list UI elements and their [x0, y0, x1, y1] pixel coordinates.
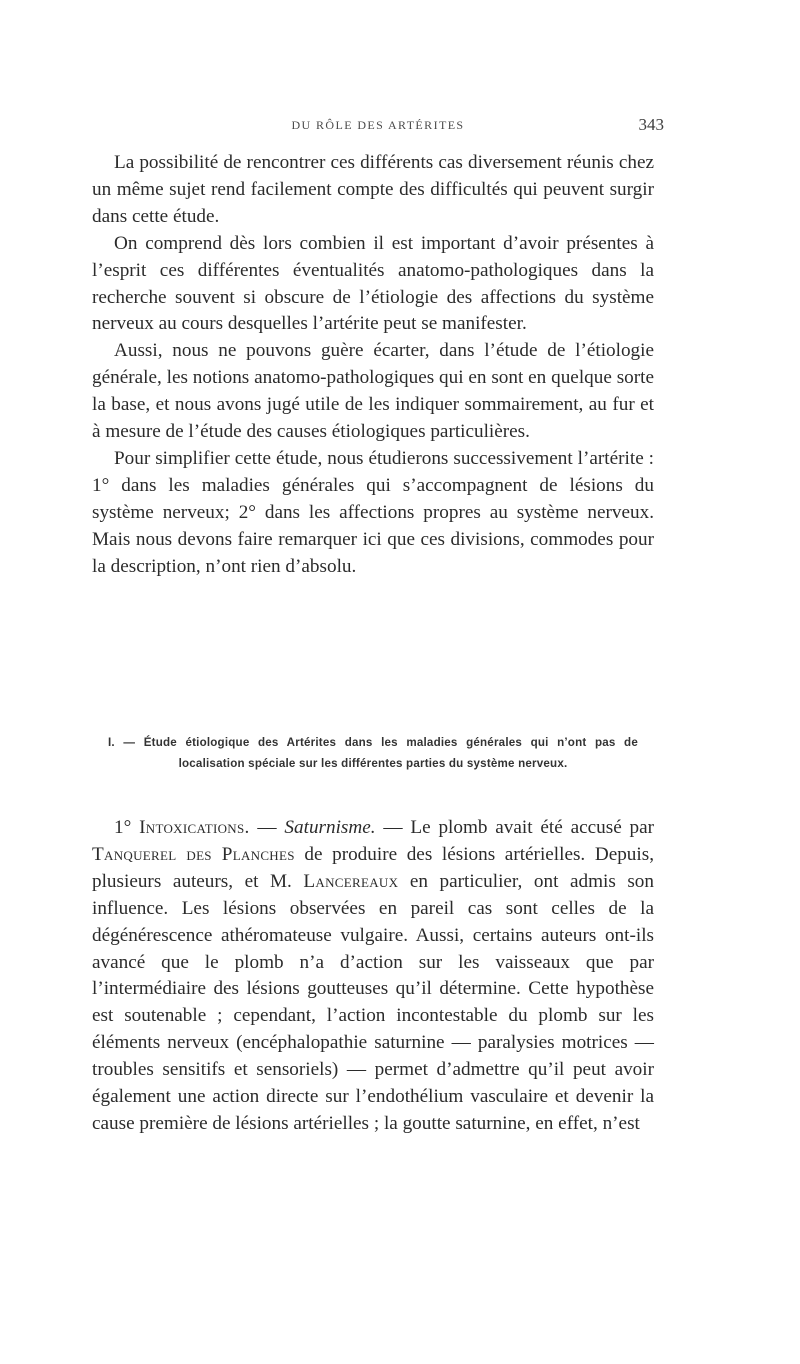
text-run: Le plomb avait été accusé par — [410, 817, 655, 838]
item-subtitle: Saturnisme. — [284, 817, 376, 838]
item-title: Intoxications. — [139, 817, 250, 838]
item-number: 1° — [114, 817, 132, 838]
paragraph: Pour simplifier cette étude, nous étudierons successivement l’artérite : 1° dans les maladies générales qui s’accompagnent de lésions du système nerveux; 2° dans les affections propres au système nerveux. Mais nous devons faire remarquer ici que ces divisions, commodes pour la description, n’ont rien d’absolu. — [92, 447, 654, 577]
author-name: Lancereaux — [303, 870, 399, 892]
page-number: 343 — [638, 115, 664, 134]
dash: — — [249, 817, 285, 838]
paragraph: Aussi, nous ne pouvons guère écarter, dans l’étude de l’étiologie générale, les notions anatomo-pathologiques qui en sont en quelque sorte la base, et nous avons jugé utile de les indiquer sommairement, au fur et à mesure de l’étude des causes étiologiques particulières. — [92, 340, 654, 443]
running-head — [92, 115, 664, 140]
dash: — — [375, 817, 411, 838]
section-heading: I. — Étude étiologique des Artérites dans les maladies générales qui n’ont pas de localisation spéciale sur les différentes parties du système nerveux. — [108, 736, 638, 770]
text-run: de produire des lésions artérielles. Depuis, plusieurs auteurs, et M. — [92, 843, 654, 892]
body-text-continued — [92, 815, 654, 1138]
paragraph-saturnisme — [92, 815, 654, 1138]
body-text — [92, 150, 654, 581]
paragraph: On comprend dès lors combien il est important d’avoir présentes à l’esprit ces différentes éventualités anatomo-pathologiques dans la recherche souvent si obscure de l’étiologie des affections du système nerveux au cours desquelles l’artérite peut se manifester. — [92, 232, 654, 335]
author-name: Tanquerel des Planches — [92, 843, 295, 865]
text-run: en particulier, ont admis son influence. Les lésions observées en pareil cas sont celles de la dégénérescence athéromateuse vulgaire. Aussi, certains auteurs ont-ils avancé que le plomb n’a d’action sur les vaisseaux que par l’intermédiaire des lésions goutteuses qu’il détermine. Cette hypothèse est soutenable ; cependant, l’action incontestable du plomb sur les éléments nerveux (encéphalopathie saturnine — paralysies motrices — troubles sensitifs et sensoriels) — permet d’admettre qu’il peut avoir également une action directe sur l’endothélium vasculaire et devenir la cause première de lésions artérielles ; la goutte saturnine, en effet, n’est — [92, 870, 654, 1134]
paragraph: La possibilité de rencontrer ces différents cas diversement réunis chez un même sujet rend facilement compte des difficultés qui peuvent surgir dans cette étude. — [92, 152, 654, 227]
running-title: DU RÔLE DES ARTÉRITES — [291, 118, 465, 132]
